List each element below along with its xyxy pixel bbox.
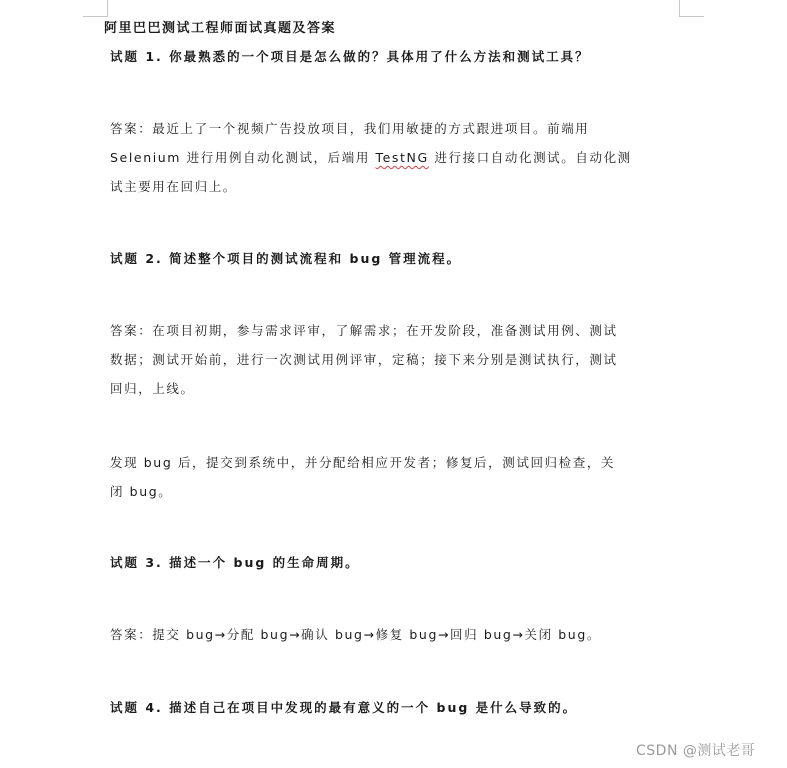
answer-1-line-2 [110,143,680,172]
answer-1-line-2-pre: Selenium 进行用例自动化测试，后端用 [110,150,376,165]
answer-2-line-3: 回归，上线。 [110,381,195,396]
answer-2-extra-line-1: 发现 bug 后，提交到系统中，并分配给相应开发者；修复后，测试回归检查，关 [110,455,616,470]
question-2: 试题 2. 简述整个项目的测试流程和 bug 管理流程。 [110,251,462,266]
question-3: 试题 3. 描述一个 bug 的生命周期。 [110,555,360,570]
answer-2-line-1: 答案：在项目初期，参与需求评审，了解需求；在开发阶段，准备测试用例、测试 [110,323,618,338]
answer-2-continued [110,448,680,506]
answer-2 [110,316,680,403]
crop-mark-top-left [83,0,108,17]
crop-mark-top-right [679,0,704,17]
question-4: 试题 4. 描述自己在项目中发现的最有意义的一个 bug 是什么导致的。 [110,700,578,715]
answer-2-line-2: 数据；测试开始前，进行一次测试用例评审，定稿；接下来分别是测试执行，测试 [110,352,618,367]
watermark: CSDN @测试老哥 [636,743,756,759]
document-title: 阿里巴巴测试工程师面试真题及答案 [104,21,337,36]
answer-3: 答案：提交 bug→分配 bug→确认 bug→修复 bug→回归 bug→关闭 bug。 [110,627,601,642]
question-1: 试题 1. 你最熟悉的一个项目是怎么做的？具体用了什么方法和测试工具？ [110,49,590,64]
answer-1 [110,114,680,201]
answer-1-line-3: 试主要用在回归上。 [110,179,237,194]
spellcheck-flagged-word[interactable]: TestNG [375,150,429,165]
answer-1-line-2-post: 进行接口自动化测试。自动化测 [428,150,632,165]
answer-2-extra-line-2: 闭 bug。 [110,484,173,499]
answer-1-line-1: 答案：最近上了一个视频广告投放项目，我们用敏捷的方式跟进项目。前端用 [110,121,590,136]
